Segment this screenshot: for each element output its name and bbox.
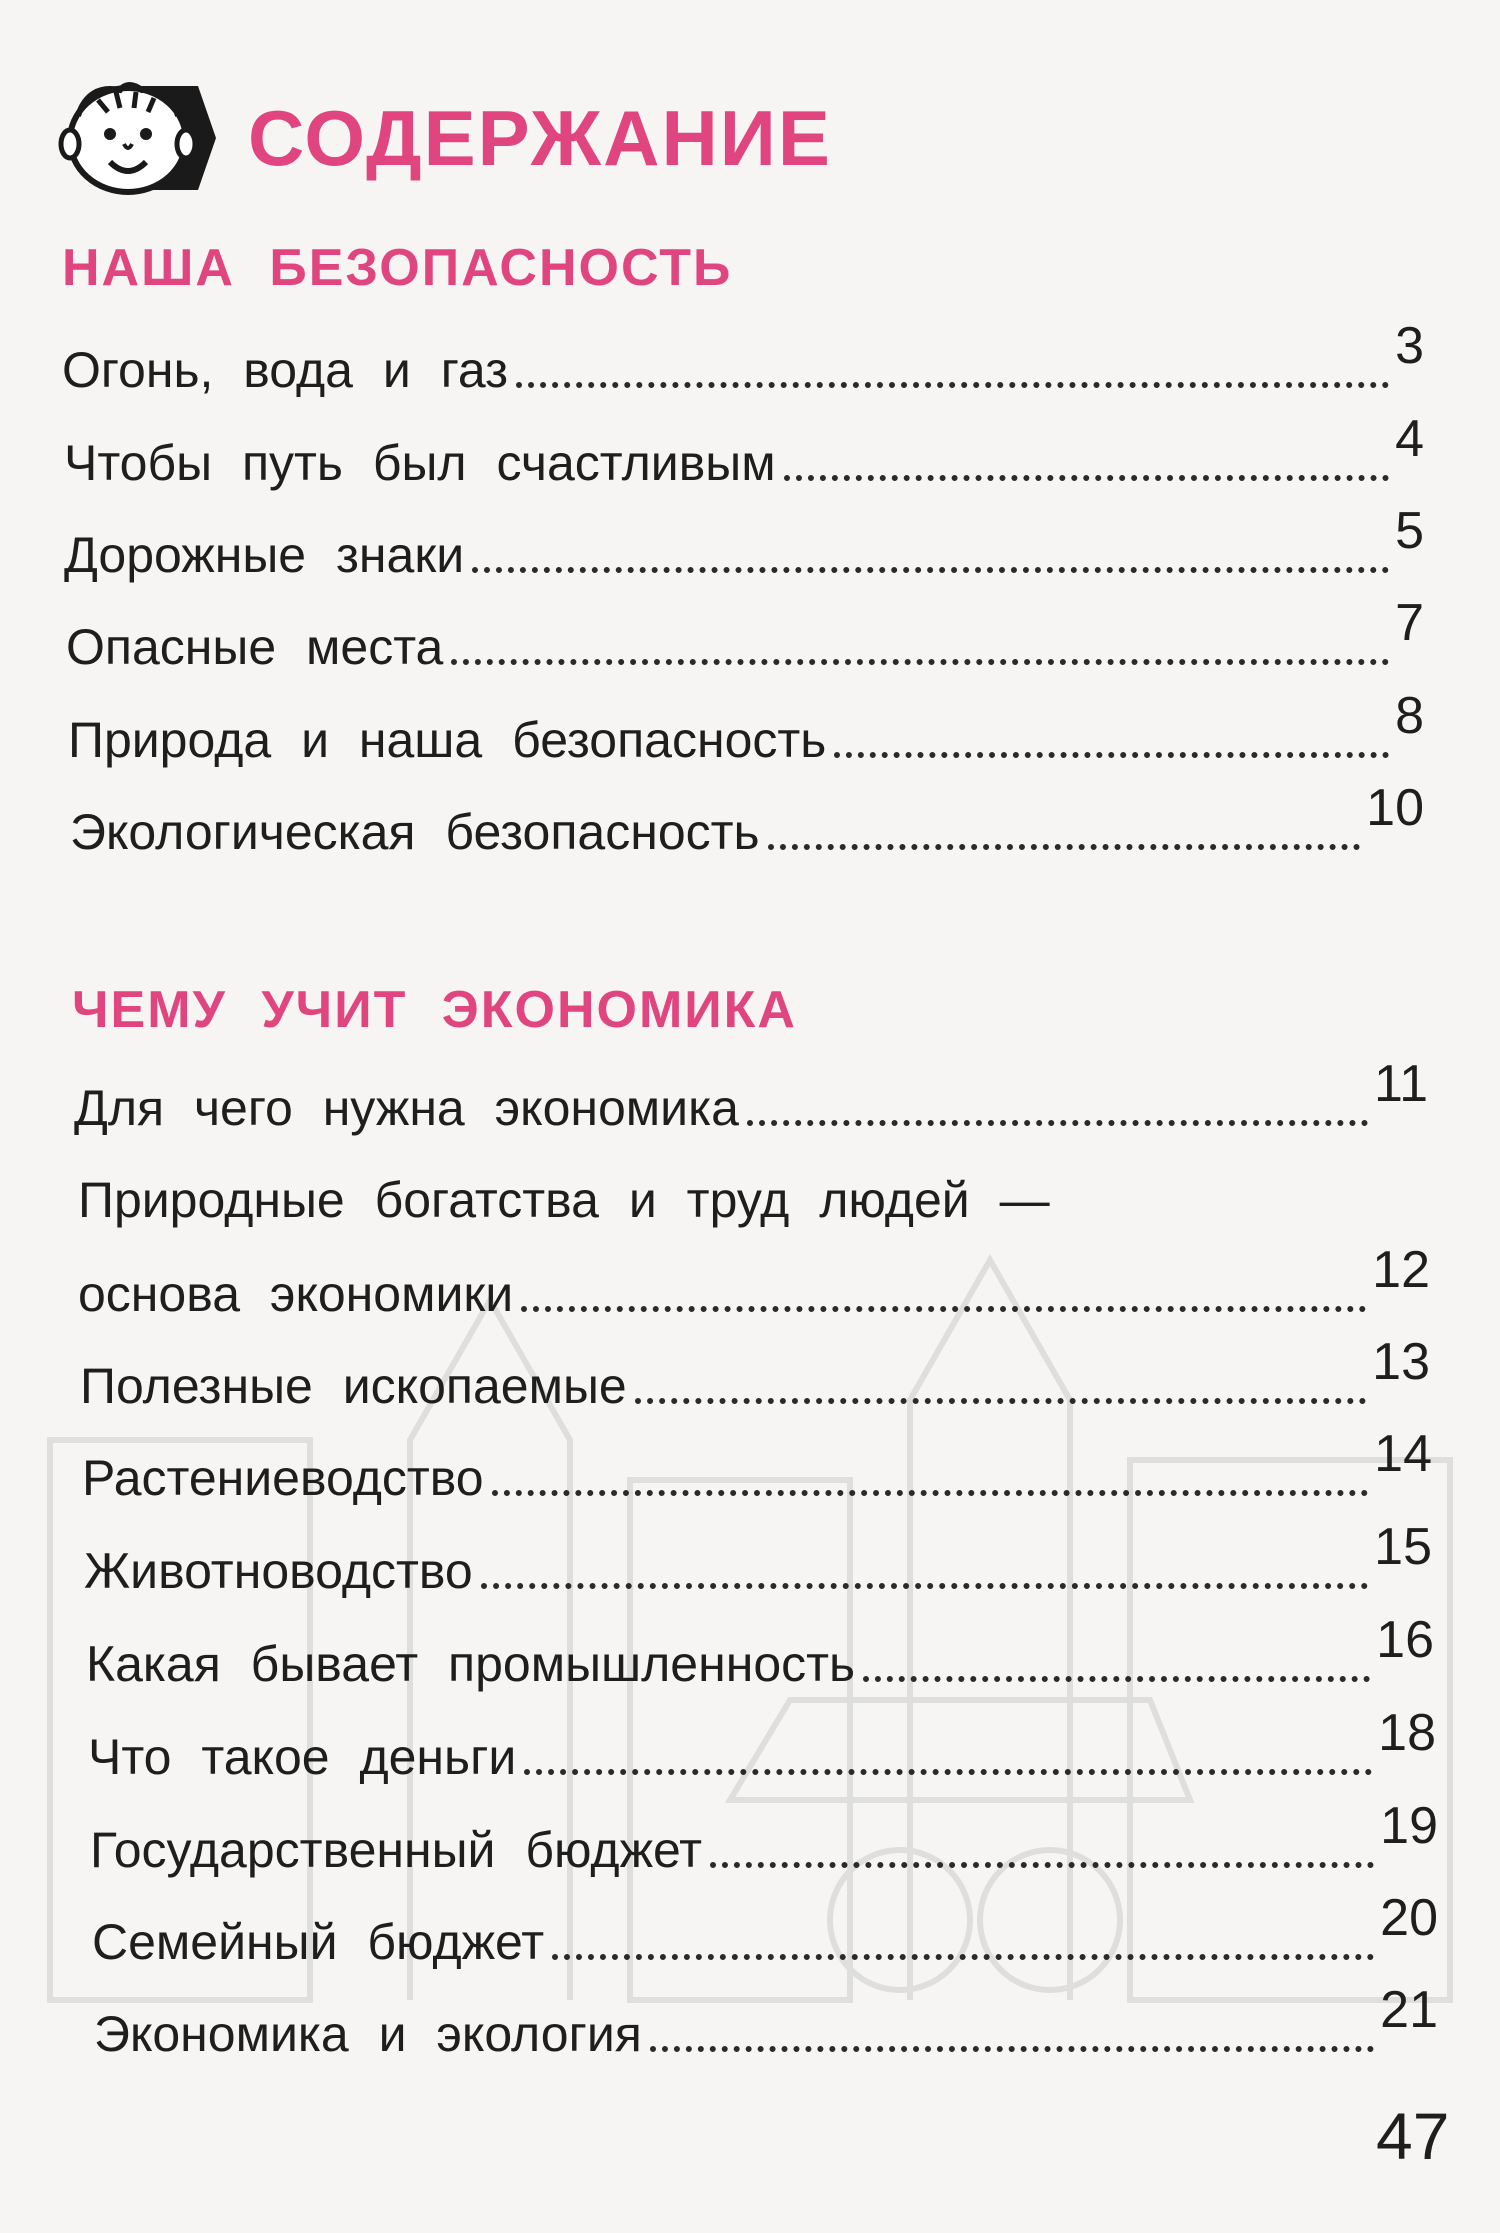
page-title: СОДЕРЖАНИЕ <box>248 93 832 182</box>
toc-entry-page: 21 <box>1380 1981 1438 2039</box>
toc-entry-title: Чтобы путь был счастливым <box>64 435 776 491</box>
toc-entry-title: Дорожные знаки <box>64 527 465 583</box>
toc-entry-title: Опасные места <box>66 619 444 675</box>
toc-entry-title: Для чего нужна экономика <box>74 1080 739 1136</box>
dot-leader <box>747 1120 1368 1126</box>
toc-entry-title: основа экономики <box>78 1266 514 1322</box>
toc-entry-page: 7 <box>1395 594 1424 652</box>
dot-leader <box>552 1954 1374 1960</box>
dot-leader <box>834 752 1389 758</box>
toc-entry-title: Какая бывает промышленность <box>86 1636 856 1692</box>
toc-entry-page: 11 <box>1374 1055 1428 1113</box>
section-title-economics: ЧЕМУ УЧИТ ЭКОНОМИКА <box>72 981 797 1039</box>
toc-entry[interactable] <box>66 594 1424 677</box>
toc-entry-page: 14 <box>1374 1425 1432 1483</box>
toc-entry-title: Полезные ископаемые <box>80 1358 627 1414</box>
toc-entry-page: 8 <box>1395 687 1424 745</box>
toc-entry-page: 16 <box>1376 1611 1434 1669</box>
toc-entry-page: 12 <box>1372 1241 1430 1299</box>
dot-leader <box>492 1490 1369 1496</box>
toc-entry[interactable] <box>80 1333 1430 1416</box>
toc-entry[interactable] <box>74 1055 1428 1138</box>
toc-entry-page: 4 <box>1395 410 1424 468</box>
toc-entry-page: 3 <box>1395 317 1424 375</box>
toc-entry[interactable] <box>84 1518 1432 1601</box>
toc-entry[interactable] <box>78 1241 1430 1324</box>
toc-entry[interactable] <box>64 410 1424 493</box>
dot-leader <box>710 1862 1374 1868</box>
toc-entry-page: 10 <box>1366 779 1424 837</box>
toc-entry-title: Семейный бюджет <box>92 1914 545 1970</box>
toc-entry[interactable] <box>82 1425 1432 1508</box>
toc-entry-title: Растениеводство <box>82 1450 484 1506</box>
toc-entry-page: 15 <box>1374 1518 1432 1576</box>
toc-entry-page: 18 <box>1378 1704 1436 1762</box>
dot-leader <box>521 1306 1366 1312</box>
toc-entry-page: 5 <box>1395 502 1424 560</box>
dot-leader <box>524 1769 1372 1775</box>
toc-entry[interactable] <box>64 502 1424 585</box>
dot-leader <box>635 1398 1366 1404</box>
page-number: 47 <box>1376 2099 1450 2173</box>
dot-leader <box>784 475 1390 481</box>
toc-entry-title: Огонь, вода и газ <box>62 342 508 398</box>
toc-entry-title: Государственный бюджет <box>90 1822 703 1878</box>
dot-leader <box>650 2046 1374 2052</box>
toc-entry[interactable] <box>94 1981 1438 2064</box>
toc-entry-title: Животноводство <box>84 1543 473 1599</box>
toc-entry-page: 19 <box>1380 1797 1438 1855</box>
toc-entry[interactable] <box>86 1611 1434 1694</box>
header <box>58 78 832 198</box>
toc-entry[interactable] <box>68 687 1424 770</box>
dot-leader <box>863 1676 1370 1682</box>
section-title-safety: НАША БЕЗОПАСНОСТЬ <box>62 239 733 297</box>
toc-entry-title: Экологическая безопасность <box>70 804 760 860</box>
toc-entry[interactable] <box>92 1889 1438 1972</box>
toc-entry[interactable] <box>70 779 1424 862</box>
dot-leader <box>516 382 1389 388</box>
dot-leader <box>768 844 1361 850</box>
toc-entry[interactable] <box>62 317 1424 400</box>
dot-leader <box>472 567 1389 573</box>
dot-leader <box>451 659 1389 665</box>
toc-entry[interactable] <box>88 1704 1436 1787</box>
toc-entry-title: Что такое деньги <box>88 1729 517 1785</box>
toc-entry-page: 20 <box>1380 1889 1438 1947</box>
toc-entry-title-line1[interactable]: Природные богатства и труд людей — <box>78 1172 1050 1228</box>
boy-face-icon <box>58 78 218 198</box>
toc-entry-page: 13 <box>1372 1333 1430 1391</box>
toc-entry[interactable] <box>90 1797 1438 1880</box>
toc-entry-title: Природа и наша безопасность <box>68 712 827 768</box>
toc-entry-title: Экономика и экология <box>94 2006 642 2062</box>
dot-leader <box>481 1583 1368 1589</box>
